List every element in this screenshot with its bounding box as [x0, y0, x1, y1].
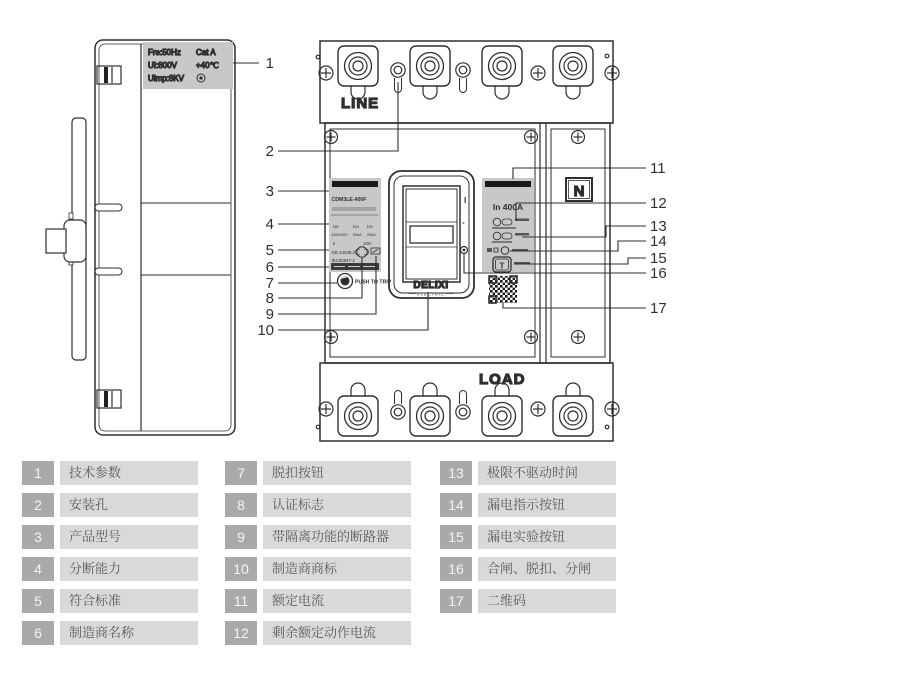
- spec-ui: UI:800V: [148, 61, 177, 70]
- legend-column-3: [440, 461, 616, 621]
- legend-item: [22, 589, 198, 613]
- name-plate: [329, 178, 381, 272]
- legend-number: 9: [225, 525, 257, 549]
- terminal-lug-icon: [482, 46, 522, 99]
- ii-header: Ii: [333, 241, 336, 246]
- ue-header: Ue: [333, 224, 339, 229]
- legend-item: [225, 621, 411, 645]
- legend-number: 14: [440, 493, 472, 517]
- terminal-slot-top: [97, 66, 121, 84]
- legend-number: 12: [225, 621, 257, 645]
- brand-trademark: [408, 280, 454, 297]
- legend-item: [22, 621, 198, 645]
- legend-item: [225, 461, 411, 485]
- spec-fre: Fre:50Hz: [148, 48, 181, 57]
- legend-label: 漏电指示按钮: [478, 493, 616, 517]
- legend-label: 额定电流: [263, 589, 411, 613]
- legend-item: [225, 557, 411, 581]
- rated-current-label: In 400A: [492, 202, 524, 212]
- callout-leader: [503, 303, 646, 308]
- terminal-lug-icon: [410, 46, 450, 99]
- legend-item: [440, 461, 616, 485]
- terminal-slot-bottom: [97, 390, 121, 408]
- legend-number: 10: [225, 557, 257, 581]
- icu-value: 50kA: [353, 233, 362, 237]
- legend-label: 剩余额定动作电流: [263, 621, 411, 645]
- legend-number: 8: [225, 493, 257, 517]
- legend-item: [440, 557, 616, 581]
- brand-subtitle: ELECTRIC: [417, 291, 445, 297]
- callout-number-17: 17: [650, 300, 667, 317]
- legend-item: [440, 525, 616, 549]
- legend-label: 认证标志: [263, 493, 411, 517]
- legend-label: 二维码: [478, 589, 616, 613]
- breaker-body: [325, 123, 611, 363]
- line-label: LINE: [341, 95, 380, 112]
- legend-number: 1: [22, 461, 54, 485]
- qr-code: [489, 276, 517, 303]
- legend-item: [440, 589, 616, 613]
- legend-column-2: [225, 461, 411, 653]
- callout-number-10: 10: [257, 322, 274, 339]
- legend-number: 2: [22, 493, 54, 517]
- brand-name: DELIXI: [413, 280, 449, 291]
- legend-item: [440, 493, 616, 517]
- ics-header: Ics: [367, 224, 373, 229]
- trip-position-mark: -: [462, 218, 465, 227]
- manufacturer-strip: [331, 263, 379, 270]
- legend-number: 6: [22, 621, 54, 645]
- legend-number: 7: [225, 461, 257, 485]
- test-button-letter: T: [499, 261, 505, 271]
- legend-item: [225, 525, 411, 549]
- mounting-hole-icon: [456, 63, 470, 93]
- ics-value: 25kA: [367, 233, 376, 237]
- legend-column-1: [22, 461, 198, 653]
- legend-label: 分断能力: [60, 557, 198, 581]
- on-position-mark: I: [464, 196, 467, 205]
- legend-number: 4: [22, 557, 54, 581]
- callout-number-14: 14: [650, 233, 667, 250]
- legend-label: 带隔离功能的断路器: [263, 525, 411, 549]
- n-pole-module: [551, 129, 605, 357]
- mounting-hole-icon: [456, 391, 470, 420]
- spec-microtext: [332, 207, 376, 211]
- handle-grip: [410, 226, 453, 243]
- legend-item: [22, 557, 198, 581]
- legend-label: 合闸、脱扣、分闸: [478, 557, 616, 581]
- legend-label: 符合标准: [60, 589, 198, 613]
- legend-label: 漏电实验按钮: [478, 525, 616, 549]
- n-pole-marking: [566, 178, 592, 201]
- trip-button: [338, 274, 392, 289]
- toggle-handle: [389, 171, 474, 298]
- legend-item: [22, 525, 198, 549]
- terminal-lug-icon: [482, 383, 522, 436]
- icu-header: Icu: [353, 224, 359, 229]
- push-to-trip-label: PUSH TO TRIP: [355, 279, 392, 286]
- load-label: LOAD: [479, 371, 526, 388]
- callout-number-6: 6: [265, 259, 274, 276]
- legend-number: 16: [440, 557, 472, 581]
- legend-label: 安装孔: [60, 493, 198, 517]
- pin-dot: [316, 425, 320, 429]
- legend-item: [225, 493, 411, 517]
- escutcheon-side-profile: [46, 118, 122, 360]
- mounting-hole-icon: [391, 391, 405, 420]
- standard-iec: IEC60947-2: [331, 258, 355, 263]
- callout-number-2: 2: [265, 143, 274, 160]
- legend-label: 脱扣按钮: [263, 461, 411, 485]
- legend-number: 15: [440, 525, 472, 549]
- pin-dot: [605, 425, 609, 429]
- legend-item: [22, 493, 198, 517]
- legend-label: 极限不驱动时间: [478, 461, 616, 485]
- pin-dot: [316, 55, 320, 59]
- spec-label: [143, 42, 233, 89]
- legend-number: 11: [225, 589, 257, 613]
- load-terminal-strip: [316, 363, 619, 441]
- model-number: CDM3LE-400F: [331, 197, 367, 203]
- toggle-handle-side: [46, 220, 86, 262]
- legend-number: 5: [22, 589, 54, 613]
- legend-label: 技术参数: [60, 461, 198, 485]
- callout-number-3: 3: [265, 183, 274, 200]
- terminal-lug-icon: [338, 383, 378, 436]
- front-view: [316, 41, 619, 441]
- callout-number-4: 4: [265, 216, 274, 233]
- spec-cat: Cat A: [196, 48, 216, 57]
- n-pole-label: N: [573, 183, 585, 200]
- callout-leader: [278, 82, 398, 151]
- legend-number: 17: [440, 589, 472, 613]
- spec-uimp: Uimp:8KV: [148, 74, 185, 83]
- legend-item: [225, 589, 411, 613]
- callout-number-15: 15: [650, 250, 667, 267]
- pin-dot: [605, 54, 609, 58]
- legend-number: 3: [22, 525, 54, 549]
- callout-number-13: 13: [650, 218, 667, 235]
- ii-value: 10In: [363, 241, 372, 246]
- terminal-lug-icon: [338, 46, 378, 99]
- legend-number: 13: [440, 461, 472, 485]
- callout-number-8: 8: [265, 290, 274, 307]
- terminal-lug-icon: [410, 383, 450, 436]
- side-view: [46, 40, 235, 435]
- callout-number-11: 11: [650, 160, 666, 177]
- callout-number-1: 1: [265, 55, 274, 72]
- ue-value: 400/415V: [331, 233, 348, 237]
- callout-number-7: 7: [265, 275, 274, 292]
- terminal-lug-icon: [553, 383, 593, 436]
- spec-temp: +40℃: [196, 61, 219, 70]
- line-terminal-strip: [316, 41, 619, 123]
- terminal-lug-icon: [553, 46, 593, 99]
- callout-number-12: 12: [650, 195, 667, 212]
- standard-gb: GB 14048.2: [331, 250, 355, 255]
- legend-label: 产品型号: [60, 525, 198, 549]
- legend-item: [22, 461, 198, 485]
- callout-number-16: 16: [650, 265, 667, 282]
- legend-label: 制造商商标: [263, 557, 411, 581]
- legend-label: 制造商名称: [60, 621, 198, 645]
- callout-number-5: 5: [265, 242, 274, 259]
- callout-number-9: 9: [265, 306, 274, 323]
- rating-plate: [482, 178, 534, 272]
